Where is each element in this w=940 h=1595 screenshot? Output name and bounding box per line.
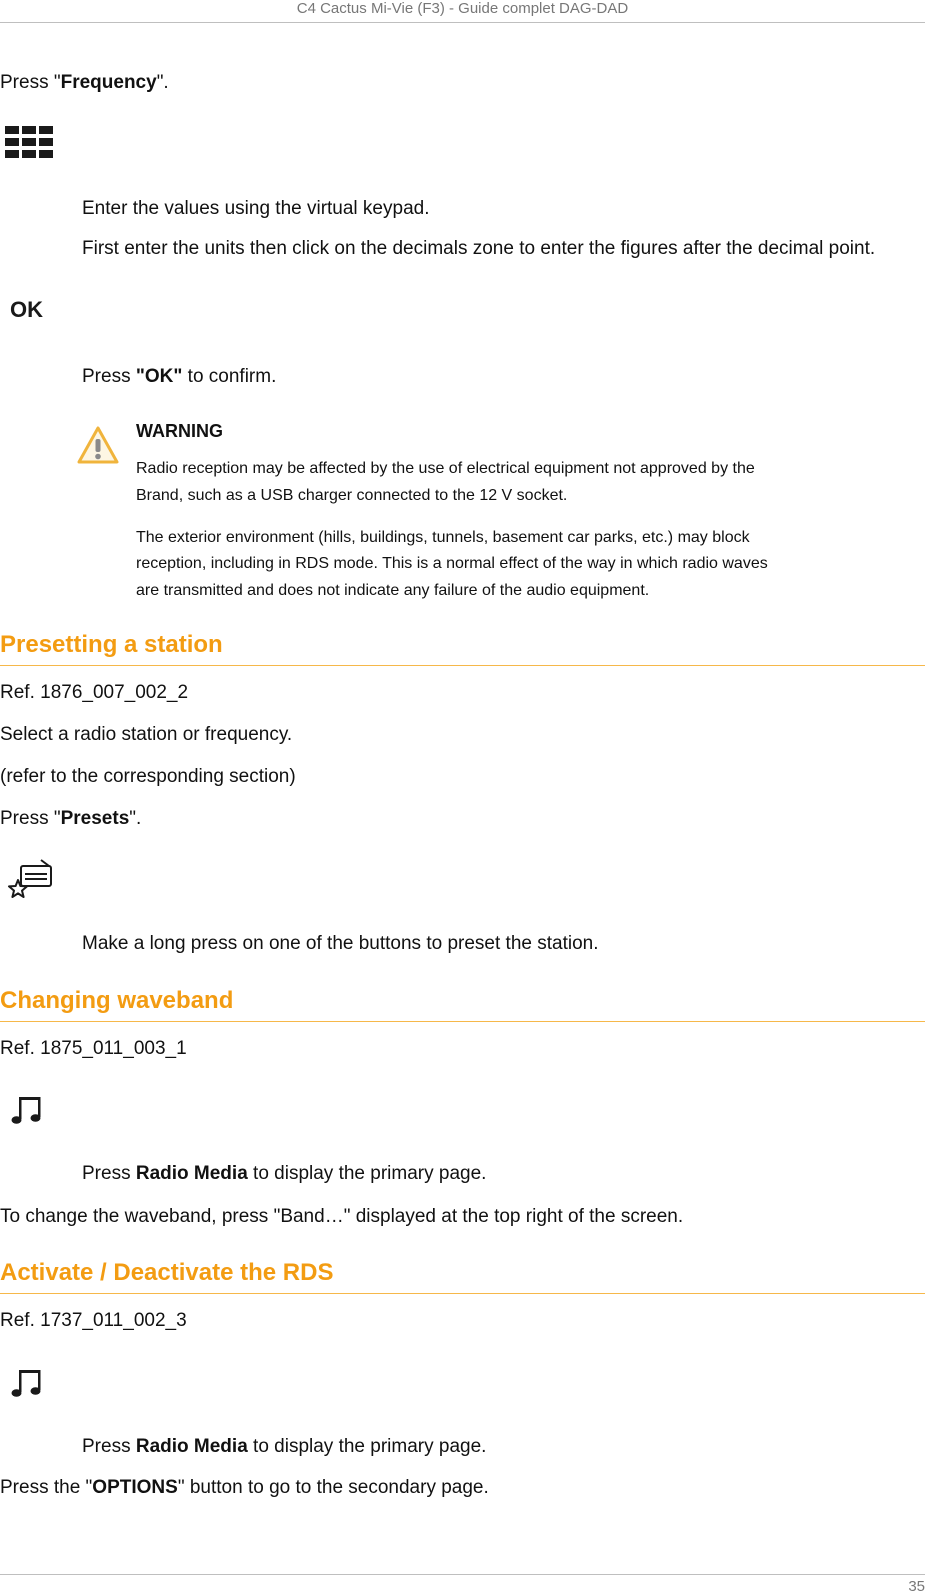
presetting-line2: (refer to the corresponding section): [0, 766, 296, 787]
music-note-icon: [10, 1094, 46, 1128]
waveband-instruction: To change the waveband, press "Band…" displayed at the top right of the screen.: [0, 1206, 684, 1227]
presetting-ref: Ref. 1876_007_002_2: [0, 682, 189, 703]
press-ok-text: Press "OK" to confirm.: [82, 366, 277, 387]
page-number: 35: [908, 1578, 925, 1595]
waveband-press-radio-media: Press Radio Media to display the primary page.: [82, 1163, 487, 1184]
waveband-ref: Ref. 1875_011_003_1: [0, 1038, 187, 1059]
radio-media-label: Radio Media: [135, 1163, 248, 1184]
warning-p1-line2: Brand, such as a USB charger connected to the 12 V socket.: [136, 487, 568, 504]
section-heading-presetting: Presetting a station: [0, 631, 925, 666]
press-presets-text: Press "Presets".: [0, 808, 142, 829]
section-heading-waveband: Changing waveband: [0, 987, 925, 1022]
warning-p2-line1: The exterior environment (hills, buildings, tunnels, basement car parks, etc.) may block: [136, 529, 750, 546]
header-divider: [0, 22, 925, 23]
rds-press-radio-media: Press Radio Media to display the primary page.: [82, 1436, 487, 1457]
page-header-title: C4 Cactus Mi-Vie (F3) - Guide complet DAG-DAD: [296, 0, 629, 17]
warning-triangle-icon: [76, 425, 120, 465]
radio-media-label: Radio Media: [135, 1436, 248, 1457]
warning-p1-line1: Radio reception may be affected by the use of electrical equipment not approved by the: [136, 460, 755, 477]
warning-p2-line2: reception, including in RDS mode. This is a normal effect of the way in which radio waves: [136, 555, 768, 572]
warning-title: WARNING: [136, 421, 223, 441]
decimal-instruction: First enter the units then click on the decimals zone to enter the figures after the decimal point.: [82, 238, 876, 259]
radio-preset-star-icon: [5, 858, 55, 900]
section-heading-rds: Activate / Deactivate the RDS: [0, 1259, 925, 1294]
rds-ref: Ref. 1737_011_002_3: [0, 1310, 187, 1331]
press-frequency-text: Press "Frequency".: [0, 72, 169, 93]
presetting-line1: Select a radio station or frequency.: [0, 724, 293, 745]
music-note-icon: [10, 1367, 46, 1401]
warning-p2-line3: are transmitted and does not indicate any failure of the audio equipment.: [136, 582, 650, 599]
long-press-instruction: Make a long press on one of the buttons to preset the station.: [82, 933, 599, 954]
rds-options-instruction: Press the "OPTIONS" button to go to the secondary page.: [0, 1477, 489, 1498]
keypad-grid-icon: [5, 126, 55, 162]
options-label: OPTIONS: [92, 1477, 178, 1498]
footer-divider: [0, 1574, 925, 1575]
keypad-instruction: Enter the values using the virtual keypad.: [82, 198, 430, 219]
ok-icon: OK: [10, 297, 43, 322]
frequency-label: Frequency: [60, 72, 157, 93]
